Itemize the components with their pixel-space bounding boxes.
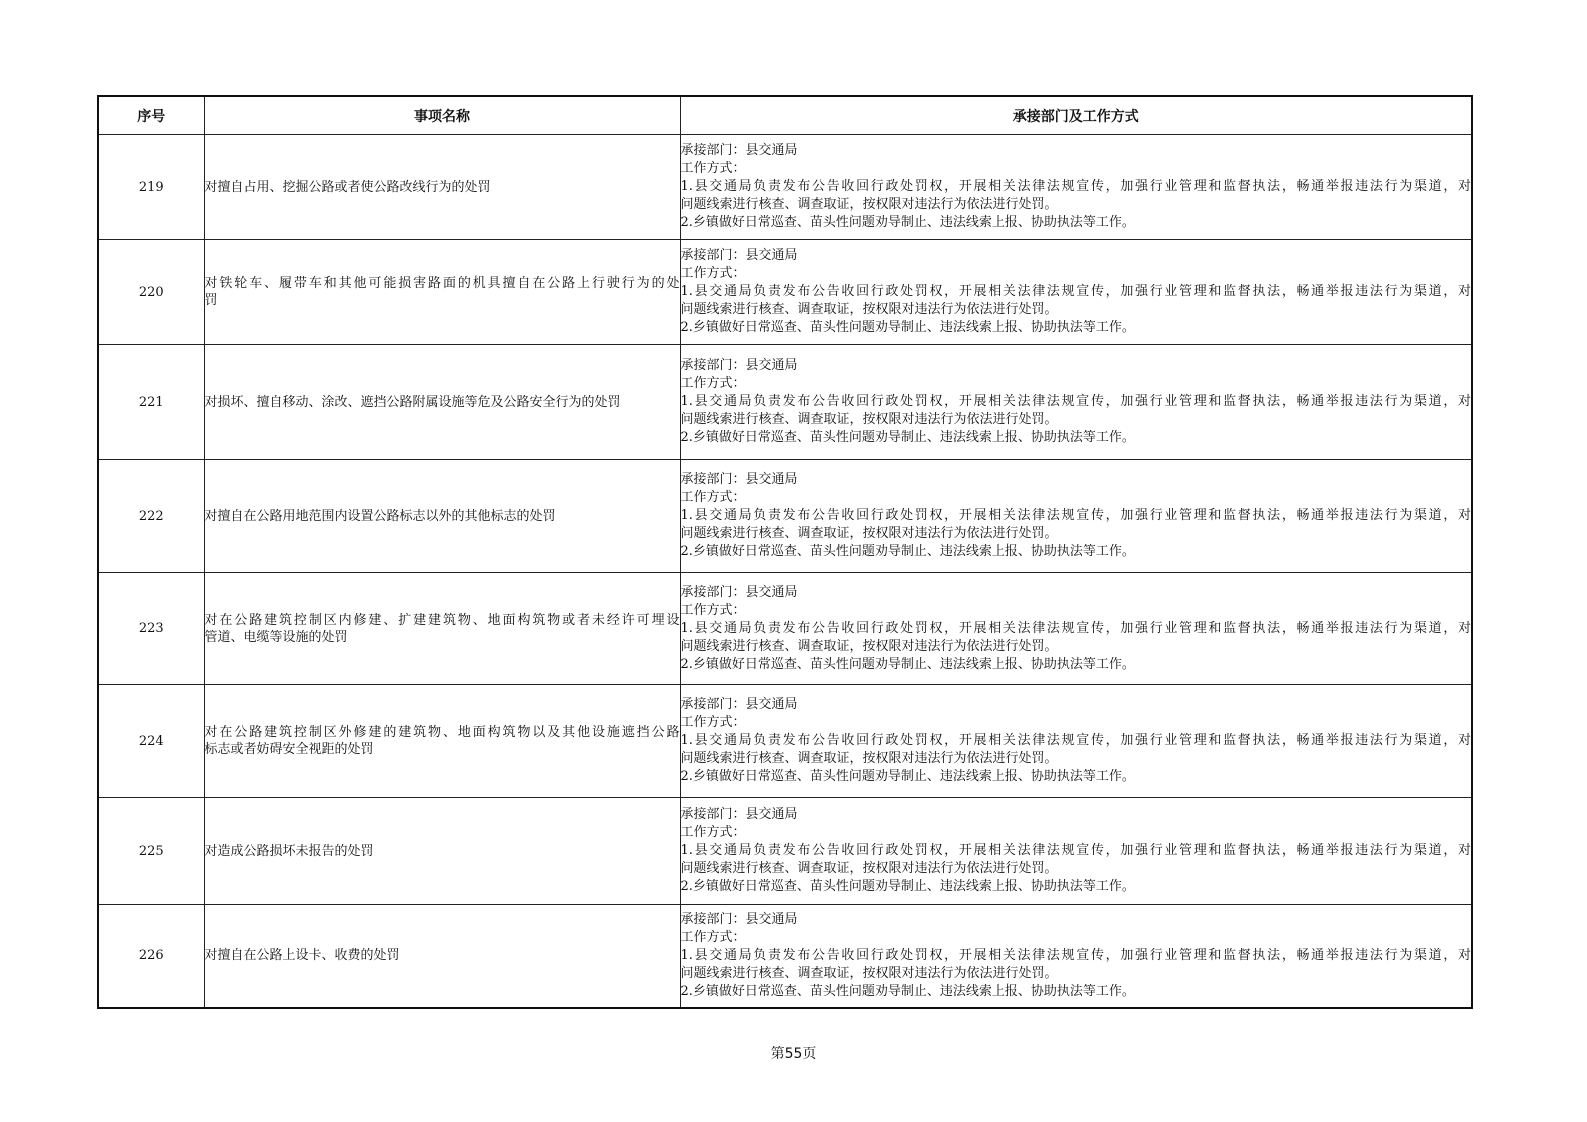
row-number: 225 xyxy=(98,798,204,905)
dept-line: 承接部门：县交通局 xyxy=(680,807,798,822)
method-item-1-cont: 问题线索进行核查、调查取证，按权限对违法行为依法进行处罚。 xyxy=(680,197,1058,212)
dept-line: 承接部门：县交通局 xyxy=(680,911,798,927)
method-item-1-cont: 问题线索进行核查、调查取证，按权限对违法行为依法进行处罚。 xyxy=(680,412,1058,427)
row-item-name xyxy=(204,345,680,460)
method-item-1: 1.县交通局负责发布公告收回行政处罚权，开展相关法律法规宣传，加强行业管理和监督执法，畅通举报违法行为渠道，对 xyxy=(680,843,1471,858)
method-label: 工作方式： xyxy=(680,161,746,176)
method-label: 工作方式： xyxy=(680,602,746,618)
method-item-1: 1.县交通局负责发布公告收回行政处罚权，开展相关法律法规宣传，加强行业管理和监督执法，畅通举报违法行为渠道，对 xyxy=(680,394,1471,409)
row-number: 221 xyxy=(98,345,204,460)
method-item-1-cont: 问题线索进行核查、调查取证，按权限对违法行为依法进行处罚。 xyxy=(680,526,1058,541)
method-item-2: 2.乡镇做好日常巡查、苗头性问题劝导制止、违法线索上报、协助执法等工作。 xyxy=(680,430,1135,445)
item-name-line: 对在公路建筑控制区外修建的建筑物、地面构筑物以及其他设施遮挡公路 xyxy=(204,725,680,740)
method-item-1-cont: 问题线索进行核查、调查取证，按权限对违法行为依法进行处罚。 xyxy=(680,302,1058,317)
method-item-2: 2.乡镇做好日常巡查、苗头性问题劝导制止、违法线索上报、协助执法等工作。 xyxy=(680,656,1135,672)
item-name-line: 对擅自在公路上设卡、收费的处罚 xyxy=(204,948,400,964)
dept-line: 承接部门：县交通局 xyxy=(680,472,798,487)
row-item-name xyxy=(204,905,680,1008)
table-row xyxy=(98,460,1472,573)
row-item-name xyxy=(204,685,680,798)
table-row xyxy=(98,345,1472,460)
method-label: 工作方式： xyxy=(680,929,746,945)
row-number: 219 xyxy=(98,135,204,240)
method-item-1: 1.县交通局负责发布公告收回行政处罚权，开展相关法律法规宣传，加强行业管理和监督执法，畅通举报违法行为渠道，对 xyxy=(680,179,1471,194)
row-item-name xyxy=(204,240,680,345)
method-item-1-cont: 问题线索进行核查、调查取证，按权限对违法行为依法进行处罚。 xyxy=(680,965,1058,981)
row-item-name xyxy=(204,135,680,240)
dept-line: 承接部门：县交通局 xyxy=(680,248,798,263)
method-item-1: 1.县交通局负责发布公告收回行政处罚权，开展相关法律法规宣传，加强行业管理和监督执法，畅通举报违法行为渠道，对 xyxy=(680,284,1471,299)
method-label: 工作方式： xyxy=(680,490,746,505)
method-item-2: 2.乡镇做好日常巡查、苗头性问题劝导制止、违法线索上报、协助执法等工作。 xyxy=(680,544,1135,559)
method-item-1: 1.县交通局负责发布公告收回行政处罚权，开展相关法律法规宣传，加强行业管理和监督执法，畅通举报违法行为渠道，对 xyxy=(680,620,1471,636)
page-number: 第55页 xyxy=(770,1046,817,1062)
row-dept-method xyxy=(680,460,1472,573)
method-item-2: 2.乡镇做好日常巡查、苗头性问题劝导制止、违法线索上报、协助执法等工作。 xyxy=(680,320,1135,335)
header-num: 序号 xyxy=(98,96,204,135)
dept-line: 承接部门：县交通局 xyxy=(680,358,798,373)
dept-line: 承接部门：县交通局 xyxy=(680,584,798,600)
dept-line: 承接部门：县交通局 xyxy=(680,143,798,158)
method-label: 工作方式： xyxy=(680,825,746,840)
row-number: 223 xyxy=(98,573,204,685)
item-name-line: 对造成公路损坏未报告的处罚 xyxy=(204,843,374,859)
row-item-name xyxy=(204,460,680,573)
item-name-line: 对损坏、擅自移动、涂改、遮挡公路附属设施等危及公路安全行为的处罚 xyxy=(204,394,621,410)
table-row xyxy=(98,905,1472,1008)
row-item-name xyxy=(204,573,680,685)
table-row xyxy=(98,573,1472,685)
row-dept-method xyxy=(680,573,1472,685)
row-number: 224 xyxy=(98,685,204,798)
method-item-1: 1.县交通局负责发布公告收回行政处罚权，开展相关法律法规宣传，加强行业管理和监督执法，畅通举报违法行为渠道，对 xyxy=(680,733,1471,748)
row-dept-method xyxy=(680,798,1472,905)
method-item-1-cont: 问题线索进行核查、调查取证，按权限对违法行为依法进行处罚。 xyxy=(680,751,1058,766)
header-name: 事项名称 xyxy=(204,96,680,135)
method-item-2: 2.乡镇做好日常巡查、苗头性问题劝导制止、违法线索上报、协助执法等工作。 xyxy=(680,983,1135,999)
item-name-line: 对在公路建筑控制区内修建、扩建建筑物、地面构筑物或者未经许可埋设 xyxy=(204,612,680,628)
method-item-1: 1.县交通局负责发布公告收回行政处罚权，开展相关法律法规宣传，加强行业管理和监督执法，畅通举报违法行为渠道，对 xyxy=(680,508,1471,523)
items-table xyxy=(97,95,1473,1009)
item-name-line-cont: 标志或者妨碍安全视距的处罚 xyxy=(204,742,374,757)
table-row xyxy=(98,135,1472,240)
method-item-2: 2.乡镇做好日常巡查、苗头性问题劝导制止、违法线索上报、协助执法等工作。 xyxy=(680,769,1135,784)
row-number: 222 xyxy=(98,460,204,573)
dept-line: 承接部门：县交通局 xyxy=(680,697,798,712)
method-item-2: 2.乡镇做好日常巡查、苗头性问题劝导制止、违法线索上报、协助执法等工作。 xyxy=(680,215,1135,230)
method-label: 工作方式： xyxy=(680,715,746,730)
item-name-line-cont: 罚 xyxy=(204,293,218,308)
table-row xyxy=(98,240,1472,345)
method-item-1-cont: 问题线索进行核查、调查取证，按权限对违法行为依法进行处罚。 xyxy=(680,638,1058,654)
item-name-line: 对铁轮车、履带车和其他可能损害路面的机具擅自在公路上行驶行为的处 xyxy=(204,276,680,291)
item-name-line-cont: 管道、电缆等设施的处罚 xyxy=(204,629,348,645)
method-item-1: 1.县交通局负责发布公告收回行政处罚权，开展相关法律法规宣传，加强行业管理和监督执法，畅通举报违法行为渠道，对 xyxy=(680,947,1471,963)
row-dept-method xyxy=(680,240,1472,345)
method-label: 工作方式： xyxy=(680,266,746,281)
header-dept: 承接部门及工作方式 xyxy=(680,96,1472,135)
row-number: 226 xyxy=(98,905,204,1008)
method-item-2: 2.乡镇做好日常巡查、苗头性问题劝导制止、违法线索上报、协助执法等工作。 xyxy=(680,879,1135,894)
row-dept-method xyxy=(680,135,1472,240)
table-row xyxy=(98,685,1472,798)
item-name-line: 对擅自在公路用地范围内设置公路标志以外的其他标志的处罚 xyxy=(204,508,556,524)
row-number: 220 xyxy=(98,240,204,345)
row-dept-method xyxy=(680,345,1472,460)
row-item-name xyxy=(204,798,680,905)
row-dept-method xyxy=(680,905,1472,1008)
table-row xyxy=(98,798,1472,905)
table-header-row xyxy=(98,96,1472,135)
item-name-line: 对擅自占用、挖掘公路或者使公路改线行为的处罚 xyxy=(204,179,491,195)
row-dept-method xyxy=(680,685,1472,798)
method-label: 工作方式： xyxy=(680,376,746,391)
method-item-1-cont: 问题线索进行核查、调查取证，按权限对违法行为依法进行处罚。 xyxy=(680,861,1058,876)
